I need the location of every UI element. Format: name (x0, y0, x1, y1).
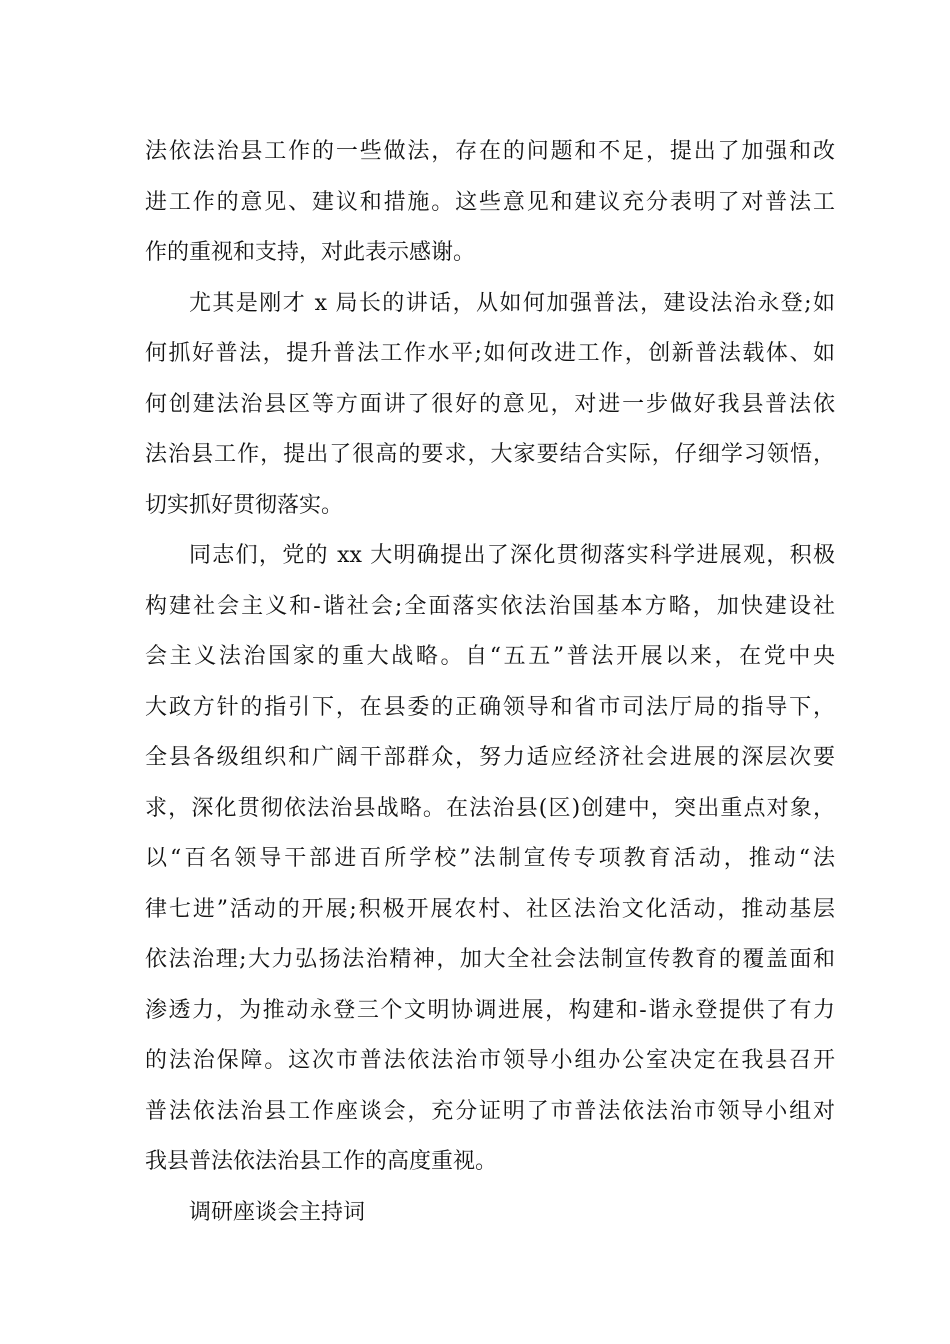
document-body (145, 127, 835, 1238)
paragraph-4 (145, 1188, 835, 1239)
text-line: 律七进”活动的开展;积极开展农村、社区法治文化活动，推动基层 (145, 896, 835, 922)
text-line: 何创建法治县区等方面讲了很好的意见，对进一步做好我县普法依 (145, 391, 835, 417)
text-line: 何抓好普法，提升普法工作水平;如何改进工作，创新普法载体、如 (145, 341, 835, 366)
text-line: 法治县工作，提出了很高的要求，大家要结合实际，仔细学习领悟， (145, 442, 835, 467)
paragraph-1 (145, 127, 835, 279)
text-line: 大政方针的指引下，在县委的正确领导和省市司法厅局的指导下， (145, 694, 835, 720)
text-line: 渗透力，为推动永登三个文明协调进展，构建和-谐永登提供了有力 (145, 997, 835, 1023)
text-line: 我县普法依法治县工作的高度重视。 (145, 1149, 498, 1174)
text-line: 同志们，党的 xx 大明确提出了深化贯彻落实科学进展观，积极 (189, 543, 835, 568)
text-line: 全县各级组织和广阔干部群众，努力适应经济社会进展的深层次要 (145, 745, 835, 770)
text-line: 依法治理;大力弘扬法治精神，加大全社会法制宣传教育的覆盖面和 (145, 947, 835, 972)
paragraph-3 (145, 531, 835, 1188)
text-line: 尤其是刚才 x 局长的讲话，从如何加强普法，建设法治永登;如 (189, 290, 835, 316)
text-line: 切实抓好贯彻落实。 (145, 492, 344, 518)
text-line: 会主义法治国家的重大战略。自“五五”普法开展以来，在党中央 (145, 644, 835, 669)
text-line: 的法治保障。这次市普法依法治市领导小组办公室决定在我县召开 (145, 1048, 835, 1073)
text-line: 作的重视和支持，对此表示感谢。 (145, 240, 476, 265)
text-line: 求，深化贯彻依法治县战略。在法治县(区)创建中，突出重点对象， (145, 795, 835, 821)
text-line: 以“百名领导干部进百所学校”法制宣传专项教育活动，推动“法 (145, 846, 835, 871)
section-heading: 调研座谈会主持词 (189, 1199, 366, 1225)
paragraph-2 (145, 279, 835, 532)
text-line: 进工作的意见、建议和措施。这些意见和建议充分表明了对普法工 (145, 189, 835, 215)
text-line: 普法依法治县工作座谈会，充分证明了市普法依法治市领导小组对 (145, 1098, 835, 1124)
text-line: 法依法治县工作的一些做法，存在的问题和不足，提出了加强和改 (145, 139, 835, 164)
text-line: 构建社会主义和-谐社会;全面落实依法治国基本方略，加快建设社 (145, 593, 835, 619)
